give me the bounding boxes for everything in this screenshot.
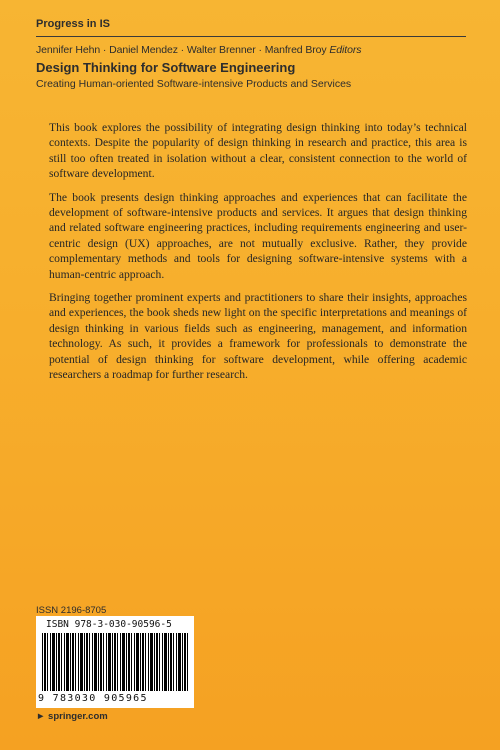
authors-names: Jennifer Hehn · Daniel Mendez · Walter Brenner · Manfred Broy [36,44,327,56]
blurb-paragraph: This book explores the possibility of integrating design thinking into today’s technical contexts. Despite the popularity of design thinking in research and practice, this area is still too often treated in isolation without a clear, consistent connection to the world of software development. [49,121,467,181]
blurb-paragraph: Bringing together prominent experts and practitioners to share their insights, approaches and experiences, the book sheds new light on the specific interpretations and meanings of design thinking in various fields such as engineering, management, and information technology. As such, it provides a framework for professionals to demonstrate the potential of design thinking for software development, while offering academic researchers a roadmap for further research. [49,291,467,382]
publisher-link[interactable] [36,711,108,722]
isbn-number: ISBN 978-3-030-90596-5 [46,619,172,630]
issn: ISSN 2196-8705 [36,605,107,616]
authors-role: Editors [329,44,362,56]
book-title: Design Thinking for Software Engineering [36,60,296,75]
authors-line [36,44,361,56]
series-rule [36,36,466,37]
series-name: Progress in IS [36,18,110,30]
barcode-digits: 9 783030 905965 [38,693,148,704]
book-subtitle: Creating Human-oriented Software-intensive Products and Services [36,78,352,90]
arrow-icon: ► [36,711,46,722]
barcode-bars [42,633,188,691]
publisher-url: springer.com [48,711,108,722]
barcode [36,616,194,708]
blurb [49,120,467,391]
blurb-paragraph: The book presents design thinking approaches and experiences that can facilitate the development of software-intensive products and services. It argues that design thinking and related software engineering practices, including requirements engineering and user-centric design (UX) approaches, are not mutually exclusive. Rather, they provide complementary methods and tools for designing software-intensive systems with a human-centric approach. [49,190,467,281]
